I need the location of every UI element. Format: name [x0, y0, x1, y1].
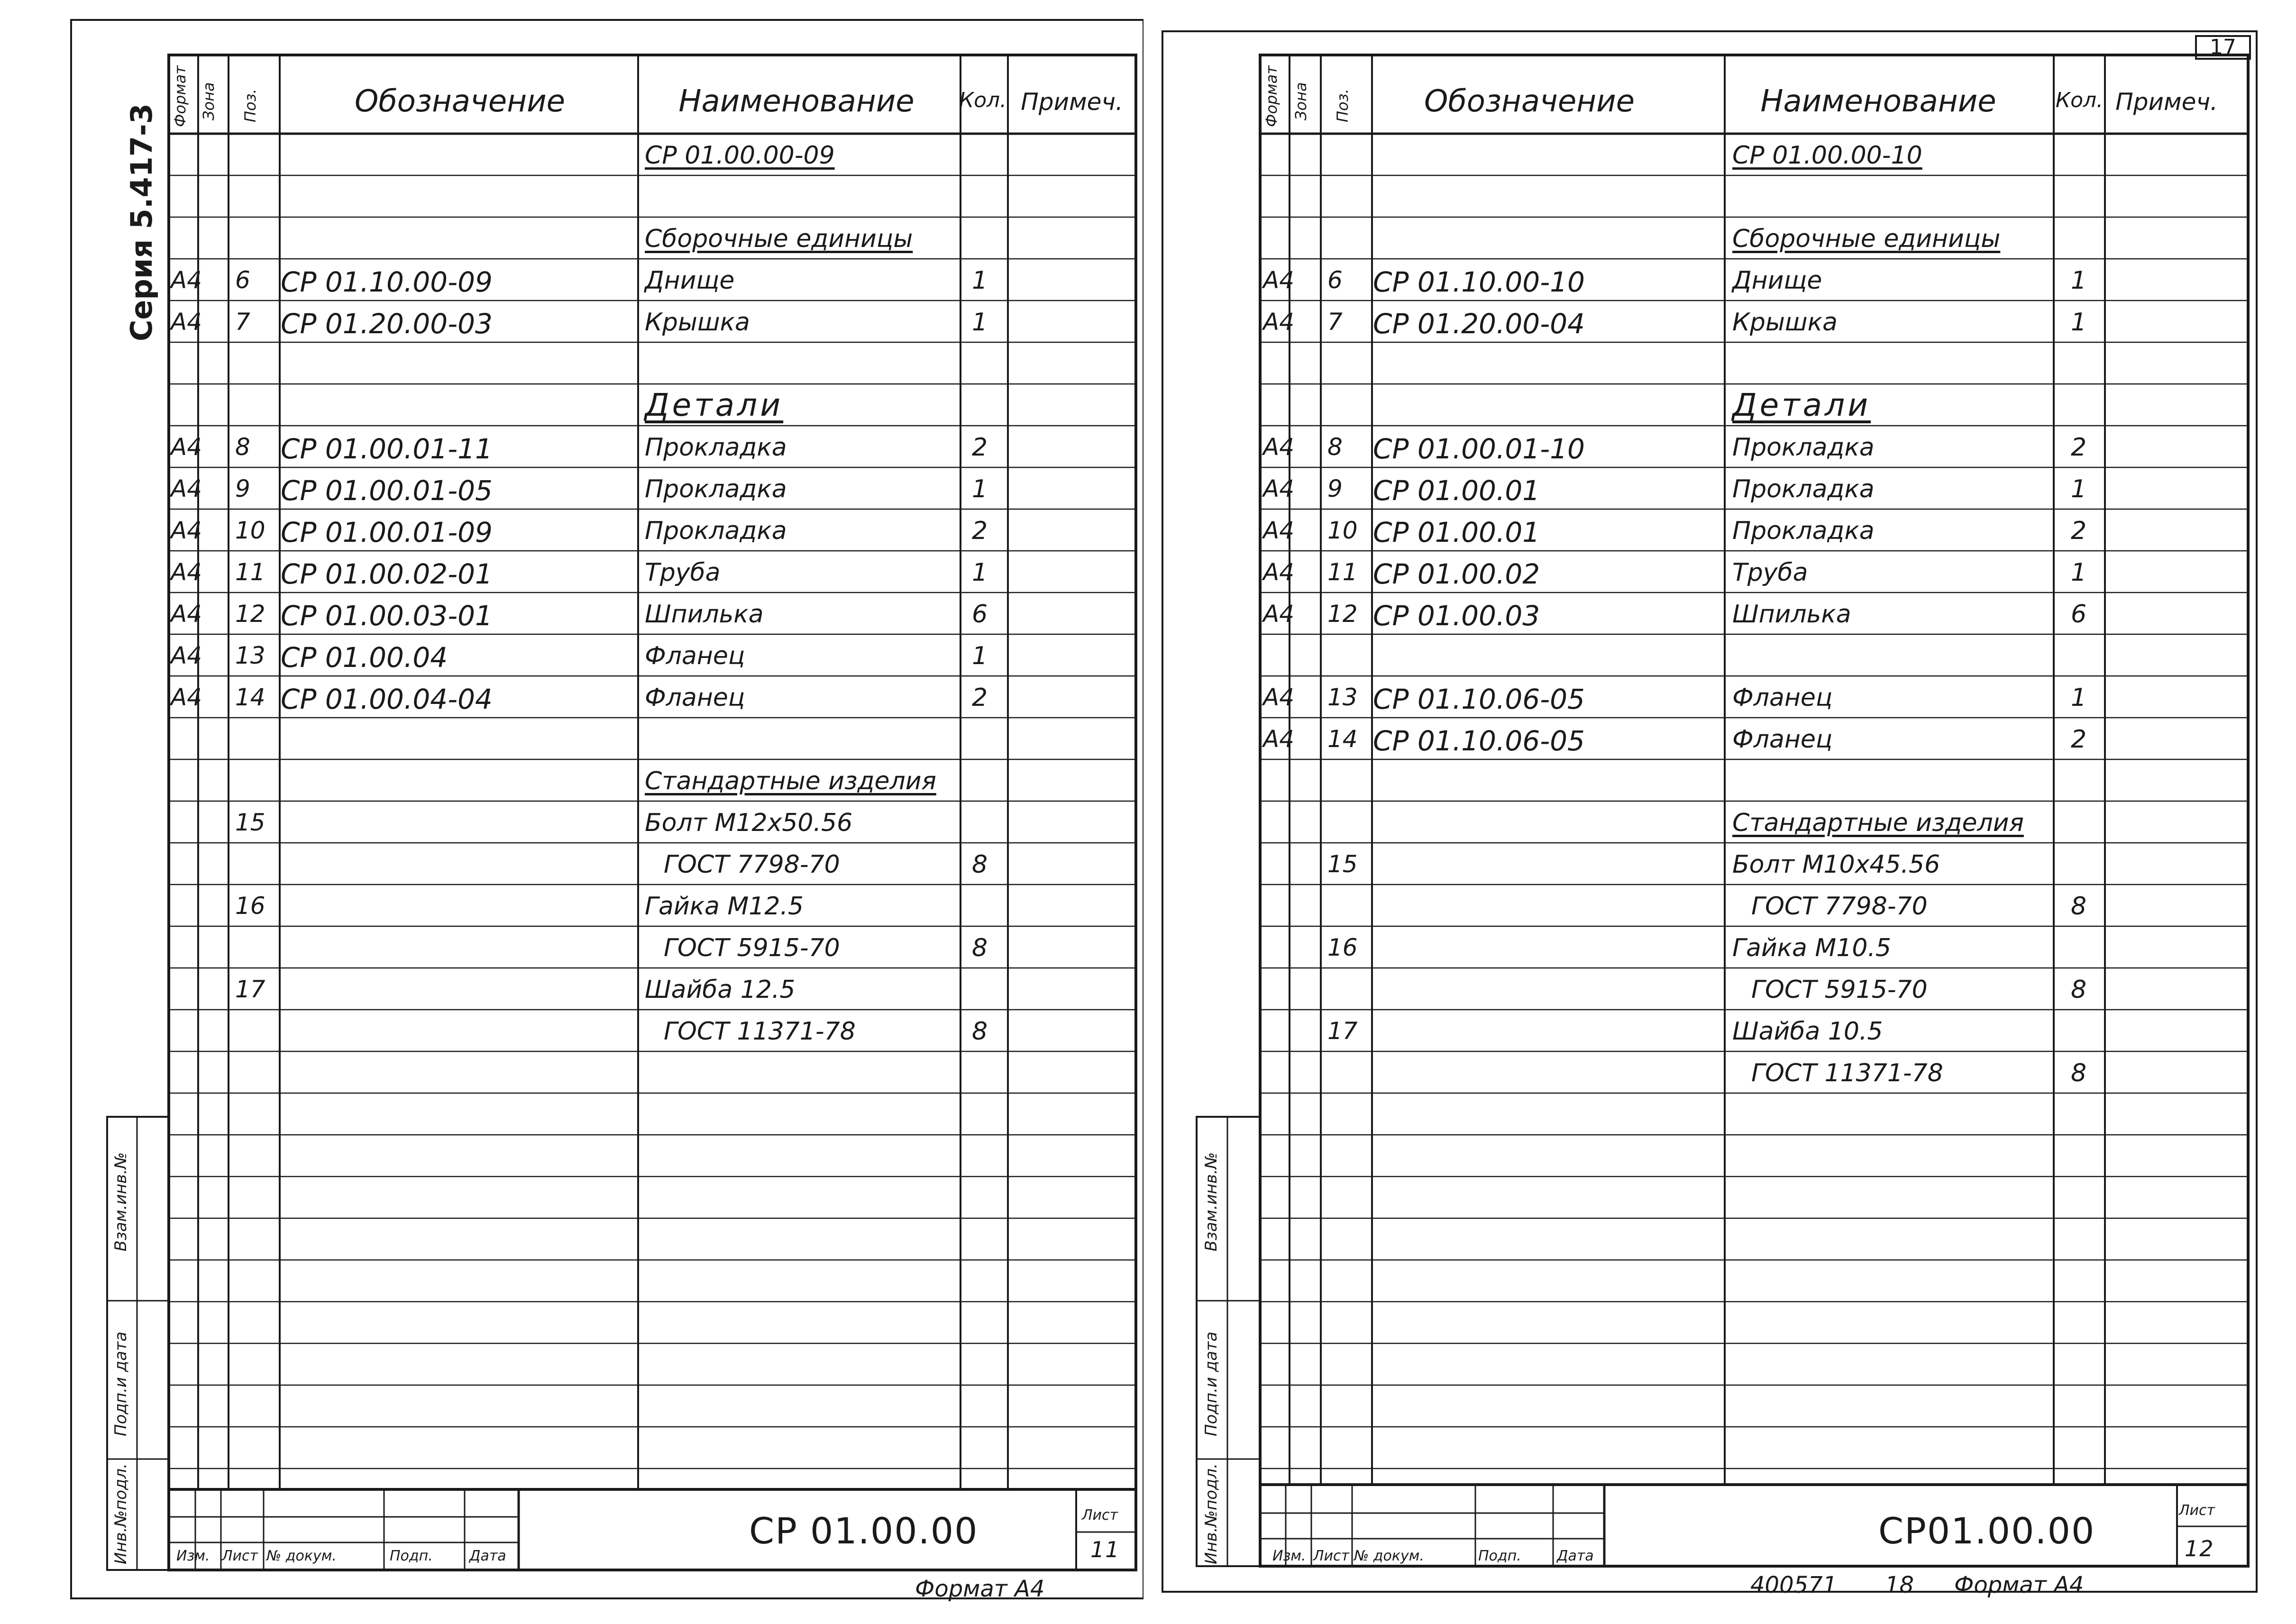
- spec-cell-position: 7: [1327, 308, 1343, 336]
- spec-cell-qty: 2: [2071, 725, 2087, 754]
- side-label-sign-date: Подп.и дата: [111, 1332, 130, 1436]
- spec-cell-qty: 8: [2071, 976, 2087, 1004]
- side-label-replace-inv: Взам.инв.№: [111, 1152, 130, 1251]
- spec-cell-designation: СР 01.00.04: [281, 641, 448, 674]
- col-header-note: Примеч.: [1021, 88, 1123, 116]
- spec-cell-position: 15: [1327, 850, 1358, 878]
- spec-cell-name: Фланец: [645, 642, 745, 670]
- spec-cell-format: А4: [171, 684, 202, 711]
- spec-cell-designation: СР 01.10.06-05: [1373, 725, 1585, 757]
- col-header-pos: Поз.: [241, 89, 259, 122]
- spec-cell-name: ГОСТ 7798-70: [1751, 892, 1928, 921]
- spec-cell-position: 12: [235, 600, 265, 628]
- spec-cell-name: Прокладка: [1732, 475, 1875, 503]
- right-sheet: [1143, 0, 2287, 1624]
- spec-cell-qty: 1: [2071, 684, 2087, 712]
- spec-cell-name: Фланец: [645, 684, 745, 712]
- spec-cell-name: Сборочные единицы: [1732, 225, 2001, 253]
- spec-cell-qty: 1: [2071, 475, 2087, 503]
- archive-number: 400571: [1750, 1572, 1838, 1598]
- spec-cell-position: 15: [235, 809, 265, 836]
- series-label: Серия 5.417-3: [124, 103, 159, 341]
- spec-cell-qty: 2: [2071, 433, 2087, 462]
- spec-cell-format: А4: [171, 558, 202, 586]
- spec-cell-name: ГОСТ 11371-78: [664, 1017, 856, 1046]
- spec-cell-name: Болт М12х50.56: [645, 809, 853, 837]
- col-header-format: Формат: [1262, 65, 1281, 127]
- archive-sheet: 18: [1885, 1572, 1914, 1598]
- spec-cell-designation: СР 01.00.03-01: [281, 600, 493, 632]
- spec-cell-name: Шайба 12.5: [645, 976, 796, 1004]
- spec-cell-qty: 8: [2071, 1059, 2087, 1087]
- side-label-replace-inv: Взам.инв.№: [1202, 1152, 1221, 1251]
- spec-cell-qty: 2: [972, 433, 988, 462]
- tb-label-sheet-header: Лист: [2179, 1502, 2215, 1519]
- tb-label-change: Изм.: [1272, 1548, 1306, 1564]
- spec-cell-designation: СР 01.00.02: [1373, 558, 1540, 590]
- side-label-inv-orig: Инв.№подл.: [1202, 1463, 1221, 1564]
- format-label: Формат А4: [1954, 1572, 2084, 1598]
- spec-cell-format: А4: [171, 475, 202, 502]
- sheet-number: 12: [2185, 1536, 2214, 1561]
- tb-label-sheet: Лист: [222, 1548, 258, 1564]
- col-header-format: Формат: [171, 65, 189, 127]
- col-header-note: Примеч.: [2115, 88, 2218, 116]
- document-code: СР01.00.00: [1878, 1510, 2095, 1552]
- spec-cell-name: Стандартные изделия: [645, 767, 936, 795]
- col-header-designation: Обозначение: [1424, 84, 1635, 119]
- spec-cell-name: ГОСТ 5915-70: [1751, 976, 1928, 1004]
- tb-label-doc-no: № докум.: [266, 1548, 337, 1564]
- col-header-pos: Поз.: [1334, 89, 1352, 122]
- spec-cell-qty: 8: [972, 1017, 988, 1046]
- left-sheet-grid: [0, 0, 1143, 1624]
- spec-cell-name: Прокладка: [1732, 433, 1875, 462]
- spec-cell-designation: СР 01.00.01-05: [281, 474, 493, 507]
- spec-cell-name: ГОСТ 11371-78: [1751, 1059, 1943, 1087]
- spec-cell-designation: СР 01.10.06-05: [1373, 683, 1585, 715]
- spec-cell-position: 8: [235, 433, 250, 461]
- spec-cell-qty: 2: [2071, 517, 2087, 545]
- spec-cell-designation: СР 01.00.02-01: [281, 558, 493, 590]
- col-header-name: Наименование: [678, 84, 915, 119]
- spec-cell-designation: СР 01.00.01-09: [281, 516, 493, 548]
- spec-cell-format: А4: [1263, 308, 1295, 336]
- spec-cell-format: А4: [171, 266, 202, 294]
- spec-cell-qty: 1: [2071, 308, 2087, 337]
- tb-label-doc-no: № докум.: [1354, 1548, 1424, 1564]
- spec-cell-name: Фланец: [1732, 725, 1833, 754]
- tb-label-change: Изм.: [176, 1548, 210, 1564]
- top-page-number: 17: [2195, 35, 2251, 60]
- side-label-inv-orig: Инв.№подл.: [111, 1463, 130, 1564]
- spec-cell-qty: 1: [972, 308, 988, 337]
- spec-cell-qty: 8: [2071, 892, 2087, 921]
- spec-cell-designation: СР 01.20.00-04: [1373, 308, 1585, 340]
- spec-cell-name: Шпилька: [1732, 600, 1851, 629]
- spec-cell-format: А4: [1263, 684, 1295, 711]
- col-header-name: Наименование: [1760, 84, 1996, 119]
- spec-cell-name: Гайка М12.5: [645, 892, 804, 921]
- spec-cell-position: 10: [235, 517, 265, 544]
- col-header-zone: Зона: [1292, 82, 1310, 120]
- spec-cell-format: А4: [171, 433, 202, 461]
- spec-cell-designation: СР 01.00.03: [1373, 600, 1540, 632]
- paper-frame: [1162, 31, 2257, 1592]
- spec-cell-position: 16: [1327, 934, 1358, 961]
- spec-cell-format: А4: [171, 308, 202, 336]
- spec-cell-name: Труба: [1732, 558, 1808, 587]
- format-label: Формат А4: [915, 1576, 1045, 1602]
- spec-cell-format: А4: [1263, 475, 1295, 502]
- spec-cell-qty: 8: [972, 850, 988, 879]
- spec-cell-designation: СР 01.00.04-04: [281, 683, 493, 715]
- spec-cell-name: Детали: [1732, 387, 1871, 423]
- spec-cell-position: 6: [235, 266, 250, 294]
- spec-cell-name: Гайка М10.5: [1732, 934, 1892, 962]
- spec-cell-designation: СР 01.20.00-03: [281, 308, 493, 340]
- spec-cell-position: 17: [235, 976, 265, 1003]
- spec-cell-designation: СР 01.00.01-10: [1373, 433, 1585, 465]
- spec-cell-name: Шайба 10.5: [1732, 1017, 1883, 1046]
- tb-label-sheet: Лист: [1313, 1548, 1350, 1564]
- tb-label-date: Дата: [1557, 1548, 1594, 1564]
- document-code: СР 01.00.00: [749, 1510, 979, 1552]
- spec-cell-format: А4: [171, 600, 202, 628]
- spec-cell-qty: 2: [972, 684, 988, 712]
- spec-cell-name: Прокладка: [645, 433, 787, 462]
- spec-cell-position: 9: [235, 475, 250, 502]
- col-header-zone: Зона: [200, 82, 218, 120]
- spec-cell-format: А4: [171, 517, 202, 544]
- spec-cell-designation: СР 01.00.01: [1373, 516, 1540, 548]
- spec-cell-name: Фланец: [1732, 684, 1833, 712]
- spec-cell-name: Болт М10х45.56: [1732, 850, 1940, 879]
- spec-cell-position: 11: [1327, 558, 1358, 586]
- spec-cell-name: Детали: [645, 387, 784, 423]
- spec-cell-name: ГОСТ 5915-70: [664, 934, 840, 962]
- spec-cell-name: Днище: [645, 266, 735, 295]
- spec-cell-qty: 8: [972, 934, 988, 962]
- spec-cell-position: 14: [1327, 725, 1358, 753]
- spec-cell-name: ГОСТ 7798-70: [664, 850, 840, 879]
- spec-cell-name: СР 01.00.00-10: [1732, 141, 1922, 170]
- spec-cell-position: 9: [1327, 475, 1343, 502]
- spec-cell-position: 12: [1327, 600, 1358, 628]
- spec-cell-position: 17: [1327, 1017, 1358, 1045]
- side-label-sign-date: Подп.и дата: [1202, 1332, 1221, 1436]
- spec-cell-name: Прокладка: [1732, 517, 1875, 545]
- spec-cell-designation: СР 01.10.00-10: [1373, 266, 1585, 298]
- col-header-designation: Обозначение: [354, 84, 566, 119]
- spec-cell-designation: СР 01.10.00-09: [281, 266, 493, 298]
- spec-cell-name: Днище: [1732, 266, 1822, 295]
- spec-cell-position: 8: [1327, 433, 1343, 461]
- spec-cell-designation: СР 01.00.01-11: [281, 433, 493, 465]
- spec-cell-qty: 1: [972, 558, 988, 587]
- right-sheet-grid: [1143, 0, 2287, 1624]
- spec-cell-position: 13: [1327, 684, 1358, 711]
- spec-cell-qty: 6: [972, 600, 988, 629]
- sheet-number: 11: [1090, 1537, 1120, 1562]
- spec-cell-position: 11: [235, 558, 265, 586]
- spec-cell-qty: 2: [972, 517, 988, 545]
- col-header-qty: Кол.: [2055, 88, 2104, 112]
- spec-cell-name: Шпилька: [645, 600, 764, 629]
- spec-cell-designation: СР 01.00.01: [1373, 474, 1540, 507]
- spec-cell-position: 10: [1327, 517, 1358, 544]
- spec-cell-format: А4: [1263, 600, 1295, 628]
- spec-cell-name: Прокладка: [645, 475, 787, 503]
- spec-cell-format: А4: [1263, 517, 1295, 544]
- spec-cell-name: Труба: [645, 558, 721, 587]
- spec-cell-position: 16: [235, 892, 265, 920]
- tb-label-sheet-header: Лист: [1082, 1507, 1118, 1524]
- spec-cell-name: Крышка: [645, 308, 750, 337]
- tb-label-sign: Подп.: [390, 1548, 433, 1564]
- spec-cell-position: 13: [235, 642, 265, 669]
- tb-label-sign: Подп.: [1478, 1548, 1521, 1564]
- spec-cell-name: СР 01.00.00-09: [645, 141, 835, 170]
- spec-cell-format: А4: [1263, 725, 1295, 753]
- spec-cell-qty: 1: [972, 475, 988, 503]
- spec-cell-format: А4: [1263, 433, 1295, 461]
- paper-frame: [71, 20, 1143, 1602]
- spec-cell-qty: 1: [972, 266, 988, 295]
- spec-cell-name: Прокладка: [645, 517, 787, 545]
- left-sheet: [0, 0, 1143, 1624]
- spec-cell-name: Крышка: [1732, 308, 1838, 337]
- spec-cell-qty: 1: [2071, 266, 2087, 295]
- spec-cell-qty: 6: [2071, 600, 2087, 629]
- spec-cell-position: 7: [235, 308, 250, 336]
- spec-cell-qty: 1: [972, 642, 988, 670]
- spec-cell-format: А4: [1263, 266, 1295, 294]
- tb-label-date: Дата: [469, 1548, 506, 1564]
- spec-cell-format: А4: [1263, 558, 1295, 586]
- spec-cell-qty: 1: [2071, 558, 2087, 587]
- spec-cell-position: 14: [235, 684, 265, 711]
- spec-cell-position: 6: [1327, 266, 1343, 294]
- col-header-qty: Кол.: [959, 88, 1007, 112]
- spec-cell-name: Стандартные изделия: [1732, 809, 2024, 837]
- spec-cell-format: А4: [171, 642, 202, 669]
- spec-cell-name: Сборочные единицы: [645, 225, 913, 253]
